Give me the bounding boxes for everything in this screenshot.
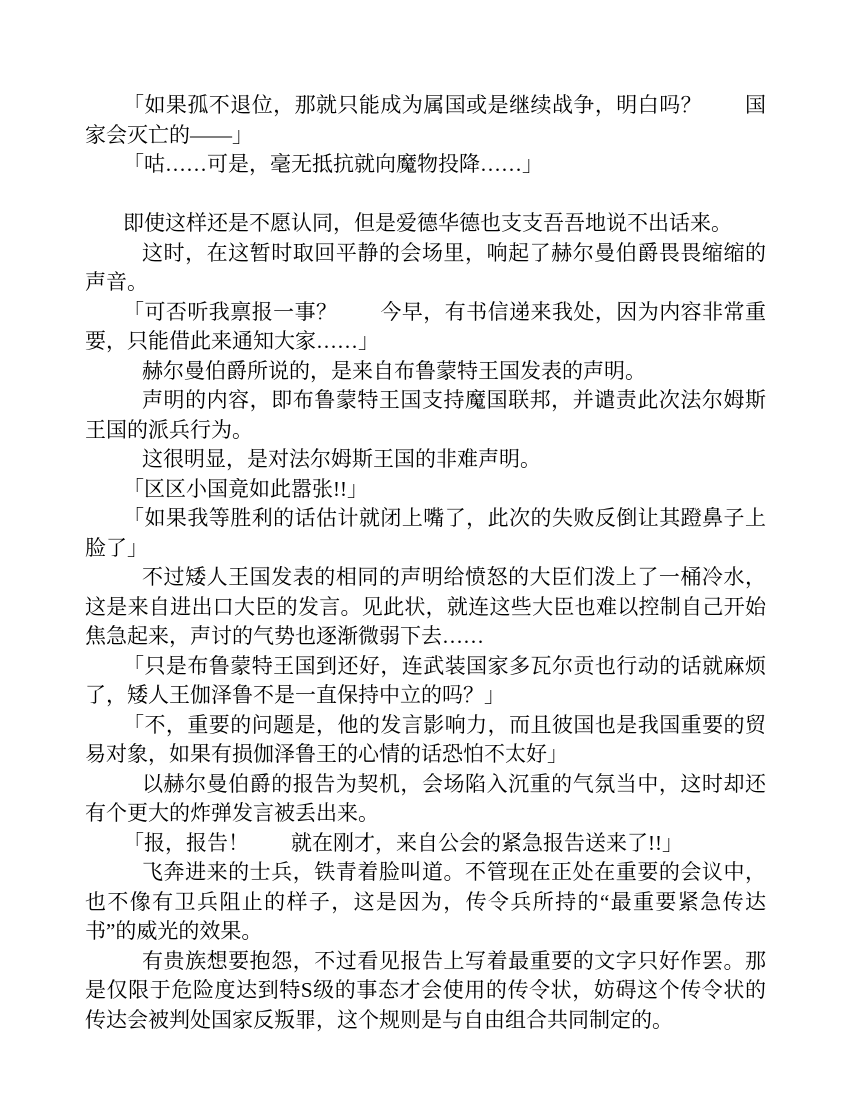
dialogue-paragraph: 「只是布鲁蒙特王国到还好，连武装国家多瓦尔贡也行动的话就麻烦了，矮人王伽泽鲁不是一直保持中立的吗？」 xyxy=(85,653,766,707)
narration-paragraph: 这很明显，是对法尔姆斯王国的非难声明。 xyxy=(142,447,541,471)
narration-paragraph: 声明的内容，即布鲁蒙特王国支持魔国联邦，并谴责此次法尔姆斯王国的派兵行为。 xyxy=(85,388,766,442)
narration-paragraph: 以赫尔曼伯爵的报告为契机，会场陷入沉重的气氛当中，这时却还有个更大的炸弹发言被丢出来。 xyxy=(85,771,766,825)
dialogue-paragraph: 「可否听我禀报一事？ 今早，有书信递来我处，因为内容非常重要，只能借此来通知大家……」 xyxy=(85,299,766,353)
narration-paragraph: 这时，在这暂时取回平静的会场里，响起了赫尔曼伯爵畏畏缩缩的声音。 xyxy=(85,240,766,294)
dialogue-paragraph: 「如果孤不退位，那就只能成为属国或是继续战争，明白吗？ 国家会灭亡的——」 xyxy=(85,93,766,147)
narration-paragraph: 不过矮人王国发表的相同的声明给愤怒的大臣们泼上了一桶冷水，这是来自进出口大臣的发言。见此状，就连这些大臣也难以控制自己开始焦急起来，声讨的气势也逐渐微弱下去…… xyxy=(85,565,766,648)
text-block xyxy=(85,91,766,1035)
dialogue-paragraph: 「区区小国竟如此嚣张!!」 xyxy=(123,476,368,501)
dialogue-paragraph: 「如果我等胜利的话估计就闭上嘴了，此次的失败反倒让其蹬鼻子上脸了」 xyxy=(85,506,766,560)
dialogue-paragraph: 「咕……可是，毫无抵抗就向魔物投降……」 xyxy=(123,152,543,176)
narration-paragraph: 飞奔进来的士兵，铁青着脸叫道。不管现在正处在重要的会议中，也不像有卫兵阻止的样子，这是因为，传令兵所持的“最重要紧急传达书”的威光的效果。 xyxy=(85,860,766,943)
narration-paragraph: 有贵族想要抱怨，不过看见报告上写着最重要的文字只好作罢。那是仅限于危险度达到特S级的事态才会使用的传令状，妨碍这个传令状的传达会被判处国家反叛罪，这个规则是与自由组合共同制定的。 xyxy=(85,948,766,1032)
narration-paragraph: 赫尔曼伯爵所说的，是来自布鲁蒙特王国发表的声明。 xyxy=(142,358,646,383)
dialogue-paragraph: 「报，报告！ 就在刚才，来自公会的紧急报告送来了!!」 xyxy=(123,830,683,855)
narration-paragraph: 即使这样还是不愿认同，但是爱德华德也支支吾吾地说不出话来。 xyxy=(123,211,732,235)
dialogue-paragraph: 「不，重要的问题是，他的发言影响力，而且彼国也是我国重要的贸易对象，如果有损伽泽鲁王的心情的话恐怕不太好」 xyxy=(85,712,766,766)
